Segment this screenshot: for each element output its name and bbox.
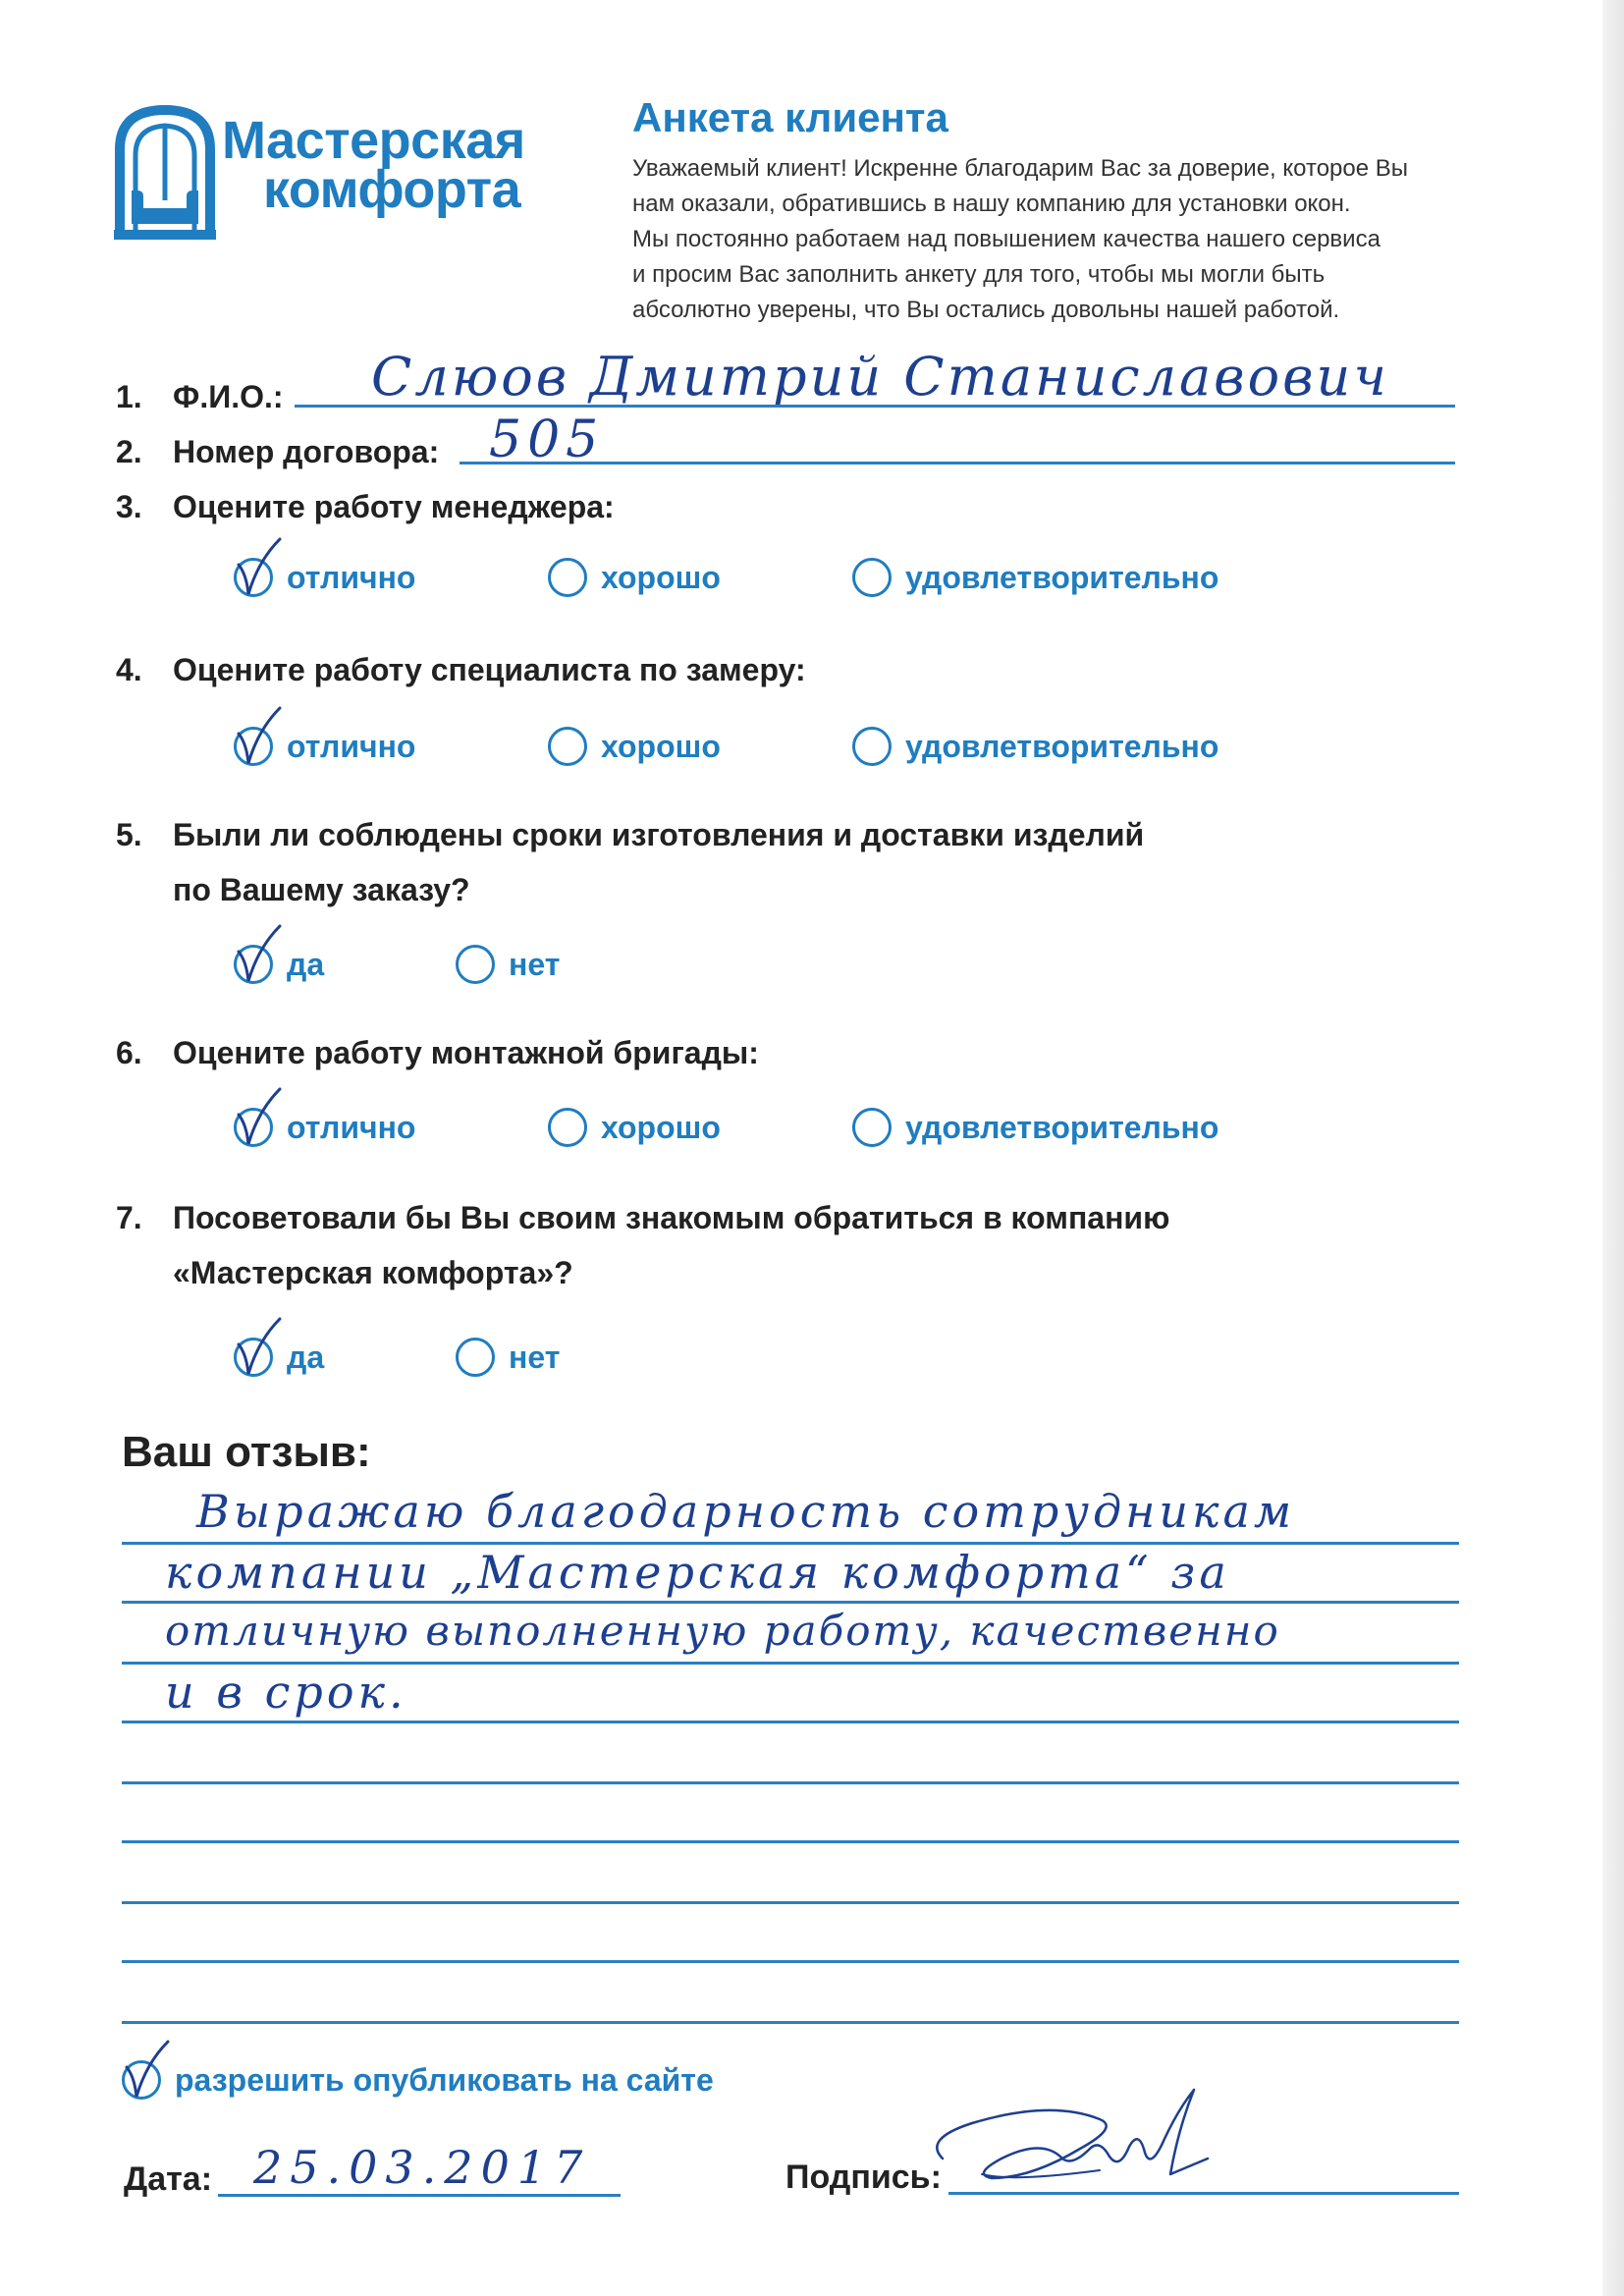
radio-circle[interactable]	[234, 945, 273, 984]
question-label-line-1: Посоветовали бы Вы своим знакомым обратиться в компанию	[173, 1200, 1170, 1235]
option-good[interactable]	[548, 1108, 721, 1147]
review-line-rule	[122, 1781, 1459, 1784]
review-handwritten-line[interactable]: Выражаю благодарность сотрудникам	[196, 1485, 1296, 1538]
intro-line: нам оказали, обратившись в нашу компанию для установки окон.	[632, 191, 1351, 217]
question-manager-rating	[116, 489, 615, 525]
publish-permission[interactable]	[122, 2060, 714, 2100]
option-excellent[interactable]	[234, 1108, 415, 1147]
question-number: 7.	[116, 1200, 142, 1235]
check-mark-icon	[233, 1315, 282, 1380]
logo-wordmark	[222, 111, 525, 219]
option-satisfactory[interactable]	[852, 727, 1218, 766]
question-number: 2.	[116, 434, 142, 469]
question-label-line-2: по Вашему заказу?	[173, 872, 470, 907]
option-no[interactable]	[456, 945, 560, 984]
question-label-line-1: Были ли соблюдены сроки изготовления и доставки изделий	[173, 817, 1145, 852]
option-excellent[interactable]	[234, 558, 415, 597]
option-label: да	[287, 1339, 325, 1375]
intro-line: Уважаемый клиент! Искренне благодарим Вас за доверие, которое Вы	[632, 155, 1409, 182]
review-handwritten-line[interactable]: отличную выполненную работу, качественно	[165, 1607, 1280, 1655]
full-name-underline	[295, 405, 1455, 408]
option-label: нет	[509, 946, 561, 982]
handwritten-signature	[913, 2080, 1227, 2208]
review-heading: Ваш отзыв:	[122, 1428, 371, 1476]
date-label: Дата:	[124, 2160, 213, 2198]
contract-number-handwritten[interactable]: 505	[489, 410, 605, 469]
radio-circle[interactable]	[548, 727, 587, 766]
radio-circle[interactable]	[456, 945, 495, 984]
question-deadlines-met	[116, 807, 1144, 917]
option-label: хорошо	[601, 728, 721, 764]
intro-line: и просим Вас заполнить анкету для того, чтобы мы могли быть	[632, 261, 1326, 288]
question-number: 3.	[116, 489, 142, 524]
intro-line: Мы постоянно работаем над повышением качества нашего сервиса	[632, 226, 1380, 252]
scanned-page-edge	[1602, 0, 1624, 2296]
question-recommend	[116, 1190, 1169, 1300]
check-mark-icon	[121, 2038, 170, 2103]
option-label: хорошо	[601, 1109, 721, 1145]
publish-label: разрешить опубликовать на сайте	[175, 2061, 714, 2098]
option-label: хорошо	[601, 559, 721, 595]
review-line-rule	[122, 1601, 1459, 1604]
logo-line-2: комфорта	[263, 160, 521, 219]
option-label: удовлетворительно	[905, 559, 1219, 595]
question-measurer-rating	[116, 652, 806, 688]
check-mark-icon	[233, 1085, 282, 1150]
window-armchair-icon	[114, 102, 216, 240]
review-line-rule	[122, 1960, 1459, 1963]
option-satisfactory[interactable]	[852, 1108, 1218, 1147]
question-full-name	[116, 379, 284, 415]
question-number: 6.	[116, 1035, 142, 1070]
review-handwritten-line[interactable]: компании „Мастерская комфорта“ за	[165, 1546, 1230, 1599]
radio-circle[interactable]	[234, 727, 273, 766]
option-label: отлично	[287, 1109, 416, 1145]
question-label: Оцените работу менеджера:	[173, 489, 615, 524]
review-handwritten-line[interactable]: и в срок.	[165, 1666, 407, 1719]
date-underline	[218, 2194, 621, 2197]
radio-circle[interactable]	[852, 558, 892, 597]
radio-circle[interactable]	[234, 1108, 273, 1147]
question-number: 4.	[116, 652, 142, 687]
radio-circle[interactable]	[456, 1338, 495, 1377]
intro-text	[632, 151, 1496, 328]
question-label: Оцените работу специалиста по замеру:	[173, 652, 806, 687]
option-label: удовлетворительно	[905, 728, 1219, 764]
review-line-rule	[122, 1721, 1459, 1723]
review-line-rule	[122, 2021, 1459, 2024]
radio-circle[interactable]	[548, 1108, 587, 1147]
option-yes[interactable]	[234, 945, 324, 984]
question-contract-number	[116, 434, 439, 470]
signature-label: Подпись:	[785, 2159, 942, 2196]
review-line-rule	[122, 1542, 1459, 1545]
check-mark-icon	[233, 704, 282, 769]
option-yes[interactable]	[234, 1338, 324, 1377]
option-label: отлично	[287, 559, 416, 595]
option-label: нет	[509, 1339, 561, 1375]
question-installers-rating	[116, 1035, 759, 1071]
full-name-handwritten[interactable]: Слюов Дмитрий Станиславович	[371, 346, 1389, 408]
question-label: Номер договора:	[173, 434, 440, 469]
logo-line-1: Мастерская	[222, 111, 525, 170]
review-line-rule	[122, 1662, 1459, 1665]
option-satisfactory[interactable]	[852, 558, 1218, 597]
question-number: 1.	[116, 379, 142, 414]
radio-circle[interactable]	[548, 558, 587, 597]
publish-checkbox[interactable]	[122, 2060, 161, 2100]
contract-number-underline	[460, 462, 1455, 465]
radio-circle[interactable]	[234, 558, 273, 597]
question-label: Оцените работу монтажной бригады:	[173, 1035, 759, 1070]
option-label: удовлетворительно	[905, 1109, 1219, 1145]
company-logo	[114, 102, 536, 240]
review-line-rule	[122, 1901, 1459, 1904]
option-good[interactable]	[548, 558, 721, 597]
question-label: Ф.И.О.:	[173, 379, 284, 414]
option-label: отлично	[287, 728, 416, 764]
form-title: Анкета клиента	[632, 94, 948, 140]
option-good[interactable]	[548, 727, 721, 766]
radio-circle[interactable]	[852, 727, 892, 766]
date-handwritten[interactable]: 25.03.2017	[253, 2141, 591, 2194]
option-excellent[interactable]	[234, 727, 415, 766]
radio-circle[interactable]	[852, 1108, 892, 1147]
radio-circle[interactable]	[234, 1338, 273, 1377]
check-mark-icon	[233, 535, 282, 600]
option-label: да	[287, 946, 325, 982]
intro-line: абсолютно уверены, что Вы остались довольны нашей работой.	[632, 297, 1340, 323]
question-label-line-2: «Мастерская комфорта»?	[173, 1255, 573, 1290]
question-number: 5.	[116, 817, 142, 852]
review-line-rule	[122, 1840, 1459, 1843]
option-no[interactable]	[456, 1338, 560, 1377]
check-mark-icon	[233, 922, 282, 987]
